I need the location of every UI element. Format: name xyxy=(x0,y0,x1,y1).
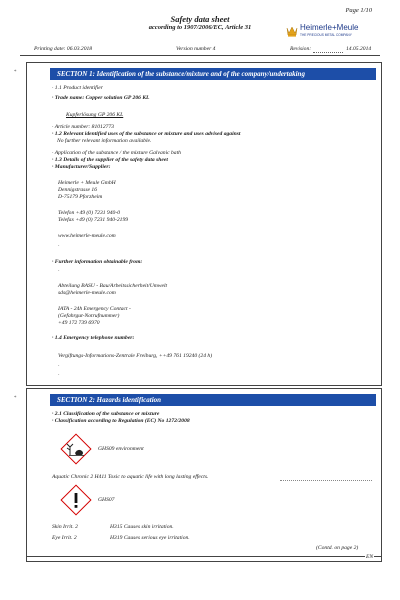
details-supplier: · 1.3 Details of the supplier of the safety data sheet xyxy=(52,157,168,163)
aquatic-classification: Aquatic Chronic 2 H411 Toxic to aquatic life with long lasting effects. xyxy=(52,474,209,480)
application: · Application of the substance / the mixture Galvanic bath xyxy=(52,150,181,156)
address-line: Dennigstrasse 16 xyxy=(58,187,98,193)
product-identifier: · 1.1 Product identifier xyxy=(52,85,103,91)
website: www.heimerle-meule.com xyxy=(58,233,116,239)
regulation: · Classification according to Regulation (EC) No 1272/2008 xyxy=(52,418,190,424)
change-marker: * xyxy=(14,396,17,401)
department: Abteilung BASU - Bau/Arbeitssicherheit/Umwelt xyxy=(58,283,168,289)
document-subtitle: according to 1907/2006/EC, Article 31 xyxy=(148,24,252,31)
separator-dot: · xyxy=(58,372,60,378)
section1-title: SECTION 1: Identification of the substance/mixture and of the company/undertaking xyxy=(57,69,305,78)
trade-name: · Trade name: Copper solution GP 206 KL xyxy=(52,95,150,101)
language-code: EN xyxy=(366,554,374,560)
german-name: Kupferlösung GP 206 KL xyxy=(66,112,124,118)
separator-dot: · xyxy=(58,363,60,369)
skin-hazard: H315 Causes skin irritation. xyxy=(110,524,174,530)
page-number: Page 1/10 xyxy=(345,7,372,14)
iata-line: +49 172 739 6970 xyxy=(58,320,100,326)
exclamation-icon xyxy=(60,484,92,516)
eye-hazard: H319 Causes serious eye irritation. xyxy=(110,535,190,541)
crown-icon xyxy=(286,24,298,38)
fax: Telefax +49 (0) 7231 940-2199 xyxy=(58,217,129,223)
company-logo xyxy=(282,22,378,42)
version-number: Version number 4 xyxy=(176,46,216,52)
logo-text: Heimerle+Meule xyxy=(300,23,359,32)
footer-divider xyxy=(26,556,382,557)
revision-underline xyxy=(313,52,343,53)
printing-date: Printing date: 06.03.2018 xyxy=(34,46,93,52)
no-further-info: No further relevant information available. xyxy=(57,138,152,144)
ghs07-label: GHS07 xyxy=(98,497,115,503)
relevant-uses: · 1.2 Relevant identified uses of the substance or mixture and uses advised against xyxy=(52,131,241,137)
ghs09-label: GHS09 environment xyxy=(98,446,144,452)
revision-label: Revision: xyxy=(290,46,312,52)
ghs09-pictogram xyxy=(60,433,92,465)
section2-header xyxy=(50,394,376,406)
logo-tagline: THE PRECIOUS METAL COMPANY xyxy=(300,33,352,37)
iata-line: (Gefahrgut-Notrufnummer) xyxy=(58,313,120,319)
document-title: Safety data sheet xyxy=(170,14,230,24)
iata-line: IATA - 24h Emergency Contact - xyxy=(58,306,131,312)
header-divider xyxy=(20,55,380,56)
manufacturer-label: · Manufacturer/Supplier: xyxy=(52,164,111,170)
address-line: D-75179 Pforzheim xyxy=(58,194,103,200)
skin-category: Skin Irrit. 2 xyxy=(52,524,78,530)
environment-icon xyxy=(60,433,92,465)
change-marker: * xyxy=(14,70,17,75)
phone: Telefon +49 (0) 7231 940-0 xyxy=(58,210,120,216)
article-number: · Article number: 81012773 xyxy=(52,124,115,130)
section2-title: SECTION 2: Hazards identification xyxy=(57,395,162,404)
revision-date: 14.05.2014 xyxy=(346,46,372,52)
classification: · 2.1 Classification of the substance or mixture xyxy=(52,411,160,417)
continued-note: (Contd. on page 2) xyxy=(316,545,359,551)
poison-center: Vergiftungs-Informations-Zentrale Freiburg, ++49 761 19240 (24 h) xyxy=(58,353,213,359)
further-info: · Further information obtainable from: xyxy=(52,259,143,265)
address-line: Heimerle + Meule GmbH xyxy=(58,180,116,186)
eye-category: Eye Irrit. 2 xyxy=(52,535,77,541)
email: sds@heimerle-meule.com xyxy=(58,290,116,296)
ghs07-pictogram xyxy=(60,484,92,516)
dotted-leader xyxy=(280,480,372,481)
separator-dot: · xyxy=(58,243,60,249)
section1-header xyxy=(50,68,376,80)
separator-dot: · xyxy=(58,268,60,274)
emergency-number: · 1.4 Emergency telephone number: xyxy=(52,335,135,341)
